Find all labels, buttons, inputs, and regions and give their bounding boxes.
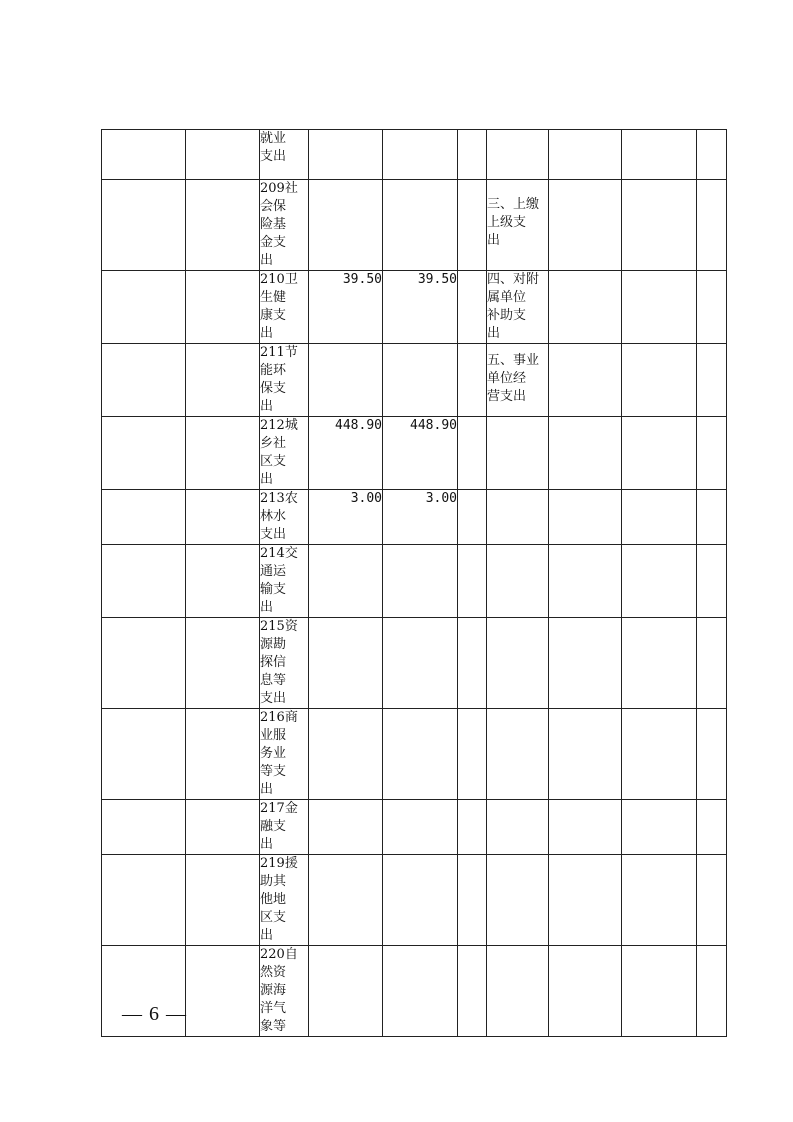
expense-item-cell — [487, 618, 549, 709]
category-cell: 就业 支出 — [260, 130, 309, 180]
empty-cell — [458, 855, 487, 946]
empty-cell — [622, 800, 697, 855]
empty-cell — [622, 490, 697, 545]
amount-cell: 3.00 — [383, 490, 458, 545]
empty-cell — [697, 490, 727, 545]
category-cell: 212城 乡社 区支 出 — [260, 417, 309, 490]
empty-cell — [697, 800, 727, 855]
empty-cell — [697, 417, 727, 490]
table-row — [102, 417, 727, 490]
empty-cell — [622, 709, 697, 800]
empty-cell — [102, 855, 186, 946]
empty-cell — [458, 271, 487, 344]
amount-cell — [383, 709, 458, 800]
amount-cell — [383, 545, 458, 618]
empty-cell — [622, 618, 697, 709]
amount-cell — [383, 855, 458, 946]
empty-cell — [102, 130, 186, 180]
expense-item-cell — [487, 545, 549, 618]
amount-cell — [309, 344, 383, 417]
expense-item-cell — [487, 709, 549, 800]
empty-cell — [622, 417, 697, 490]
category-cell: 217金 融支 出 — [260, 800, 309, 855]
empty-cell — [549, 709, 622, 800]
amount-cell — [383, 946, 458, 1037]
empty-cell — [458, 490, 487, 545]
empty-cell — [186, 800, 260, 855]
empty-cell — [102, 417, 186, 490]
amount-cell — [309, 800, 383, 855]
category-cell: 215资 源勘 探信 息等 支出 — [260, 618, 309, 709]
empty-cell — [697, 545, 727, 618]
expense-item-cell — [487, 855, 549, 946]
empty-cell — [102, 344, 186, 417]
table-row — [102, 180, 727, 271]
empty-cell — [186, 417, 260, 490]
amount-cell: 448.90 — [309, 417, 383, 490]
amount-cell: 448.90 — [383, 417, 458, 490]
amount-cell — [309, 946, 383, 1037]
empty-cell — [549, 855, 622, 946]
table-row — [102, 130, 727, 180]
empty-cell — [697, 618, 727, 709]
empty-cell — [186, 709, 260, 800]
empty-cell — [186, 545, 260, 618]
amount-cell — [383, 618, 458, 709]
empty-cell — [102, 490, 186, 545]
empty-cell — [549, 490, 622, 545]
empty-cell — [458, 618, 487, 709]
category-cell: 211节 能环 保支 出 — [260, 344, 309, 417]
empty-cell — [697, 130, 727, 180]
empty-cell — [458, 709, 487, 800]
empty-cell — [102, 800, 186, 855]
category-cell: 213农 林水 支出 — [260, 490, 309, 545]
expense-item-cell — [487, 130, 549, 180]
table-row — [102, 545, 727, 618]
empty-cell — [186, 130, 260, 180]
empty-cell — [458, 417, 487, 490]
category-cell: 210卫 生健 康支 出 — [260, 271, 309, 344]
empty-cell — [102, 618, 186, 709]
amount-cell — [309, 130, 383, 180]
table-row — [102, 800, 727, 855]
empty-cell — [622, 545, 697, 618]
empty-cell — [697, 709, 727, 800]
empty-cell — [102, 545, 186, 618]
budget-table — [101, 129, 727, 1037]
empty-cell — [186, 180, 260, 271]
amount-cell: 39.50 — [309, 271, 383, 344]
empty-cell — [102, 709, 186, 800]
expense-item-cell: 五、事业 单位经 营支出 — [487, 344, 549, 417]
table-row — [102, 344, 727, 417]
empty-cell — [186, 271, 260, 344]
expense-item-cell — [487, 800, 549, 855]
empty-cell — [549, 180, 622, 271]
table-row — [102, 271, 727, 344]
expense-item-cell — [487, 490, 549, 545]
amount-cell — [383, 344, 458, 417]
empty-cell — [458, 130, 487, 180]
empty-cell — [549, 946, 622, 1037]
empty-cell — [697, 180, 727, 271]
page-number: — 6 — — [122, 1003, 187, 1025]
amount-cell: 39.50 — [383, 271, 458, 344]
table-row — [102, 855, 727, 946]
category-cell: 216商 业服 务业 等支 出 — [260, 709, 309, 800]
expense-item-cell — [487, 946, 549, 1037]
category-cell: 214交 通运 输支 出 — [260, 545, 309, 618]
amount-cell — [309, 855, 383, 946]
amount-cell — [309, 618, 383, 709]
empty-cell — [458, 946, 487, 1037]
expense-item-cell: 四、对附 属单位 补助支 出 — [487, 271, 549, 344]
empty-cell — [697, 344, 727, 417]
amount-cell — [309, 709, 383, 800]
empty-cell — [622, 180, 697, 271]
empty-cell — [458, 545, 487, 618]
empty-cell — [549, 271, 622, 344]
category-cell: 209社 会保 险基 金支 出 — [260, 180, 309, 271]
empty-cell — [622, 855, 697, 946]
empty-cell — [549, 618, 622, 709]
empty-cell — [186, 855, 260, 946]
table-row — [102, 618, 727, 709]
expense-item-cell — [487, 417, 549, 490]
amount-cell — [309, 180, 383, 271]
empty-cell — [186, 344, 260, 417]
empty-cell — [549, 545, 622, 618]
empty-cell — [697, 271, 727, 344]
amount-cell — [309, 545, 383, 618]
empty-cell — [549, 344, 622, 417]
empty-cell — [458, 800, 487, 855]
amount-cell — [383, 130, 458, 180]
category-cell: 219援 助其 他地 区支 出 — [260, 855, 309, 946]
empty-cell — [622, 344, 697, 417]
empty-cell — [458, 344, 487, 417]
empty-cell — [549, 130, 622, 180]
table-row — [102, 709, 727, 800]
category-cell: 220自 然资 源海 洋气 象等 — [260, 946, 309, 1037]
amount-cell — [383, 800, 458, 855]
amount-cell: 3.00 — [309, 490, 383, 545]
expense-item-cell: 三、上缴 上级支 出 — [487, 180, 549, 271]
table-row — [102, 946, 727, 1037]
empty-cell — [186, 618, 260, 709]
empty-cell — [622, 130, 697, 180]
empty-cell — [186, 946, 260, 1037]
empty-cell — [549, 417, 622, 490]
amount-cell — [383, 180, 458, 271]
empty-cell — [622, 946, 697, 1037]
empty-cell — [102, 180, 186, 271]
empty-cell — [458, 180, 487, 271]
empty-cell — [622, 271, 697, 344]
empty-cell — [697, 855, 727, 946]
empty-cell — [186, 490, 260, 545]
empty-cell — [549, 800, 622, 855]
empty-cell — [697, 946, 727, 1037]
empty-cell — [102, 271, 186, 344]
table-row — [102, 490, 727, 545]
